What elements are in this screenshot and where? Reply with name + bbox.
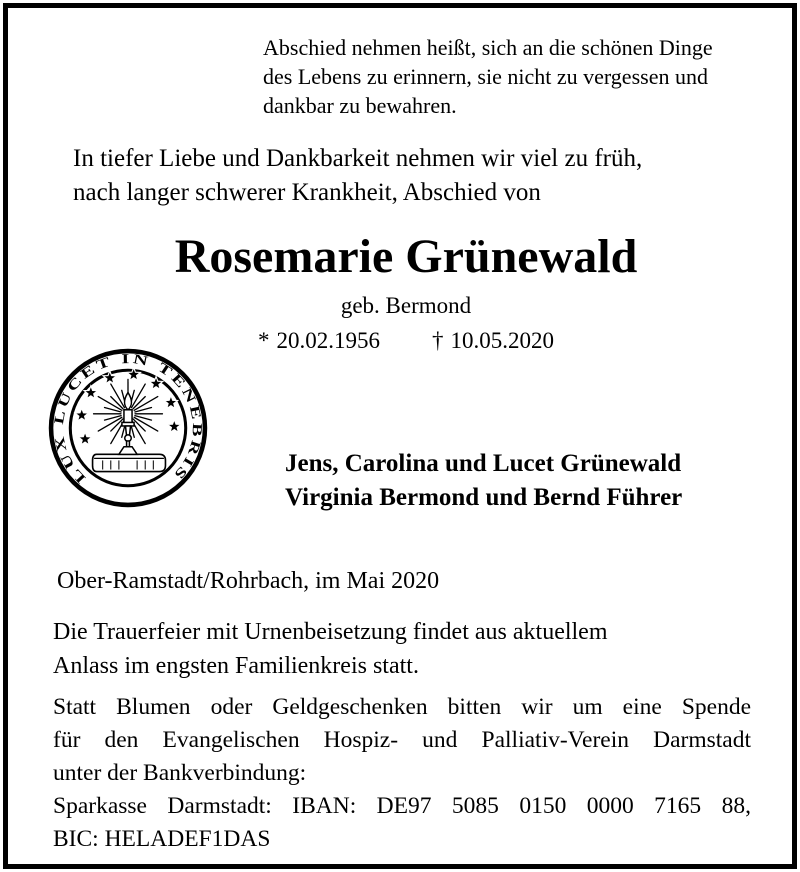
donation-info: [53, 691, 751, 856]
waldensian-crest-icon: [47, 347, 209, 509]
mourners-names: [285, 447, 682, 515]
quote-line: dankbar zu bewahren.: [263, 93, 457, 118]
donation-bic-line: BIC: HELADEF1DAS: [53, 826, 271, 852]
maiden-name: geb. Bermond: [340, 293, 472, 318]
intro-line: nach langer schwerer Krankheit, Abschied von: [73, 179, 541, 206]
crest-motto-text: LUX LUCET IN TENEBRIS: [50, 350, 206, 487]
death-cross-symbol: †: [432, 328, 444, 353]
quote-line: des Lebens zu erinnern, sie nicht zu vergessen und: [263, 64, 708, 89]
death-date-value: 10.05.2020: [450, 328, 554, 353]
donation-iban-line: Sparkasse Darmstadt: IBAN: DE97 5085 0150 0000 7165 88,: [53, 793, 751, 819]
quote-line: Abschied nehmen heißt, sich an die schönen Dinge: [263, 35, 713, 60]
donation-info-line: für den Evangelischen Hospiz- und Palliativ-Verein Darmstadt: [53, 727, 751, 753]
birth-date: [258, 328, 380, 353]
birth-date-value: 20.02.1956: [276, 328, 380, 353]
bible-book-icon: [93, 454, 166, 471]
funeral-info: [53, 615, 733, 683]
place-date-line: Ober-Ramstadt/Rohrbach, im Mai 2020: [57, 568, 440, 594]
funeral-info-line: Die Trauerfeier mit Urnenbeisetzung findet aus aktuellem: [53, 619, 608, 645]
mourner-line: Virginia Bermond und Bernd Führer: [285, 484, 683, 511]
donation-info-line: unter der Bankverbindung:: [53, 760, 307, 786]
intro-line: In tiefer Liebe und Dankbarkeit nehmen wir viel zu früh,: [73, 145, 643, 172]
birth-star-symbol: *: [258, 328, 270, 353]
memorial-quote: [263, 33, 713, 120]
mourner-line: Jens, Carolina und Lucet Grünewald: [285, 450, 682, 477]
donation-info-line: Statt Blumen oder Geldgeschenken bitten wir um eine Spende: [53, 694, 751, 720]
intro-text: [73, 142, 642, 210]
deceased-name: Rosemarie Grünewald: [174, 230, 638, 283]
funeral-info-line: Anlass im engsten Familienkreis statt.: [53, 653, 419, 679]
death-date: [432, 328, 554, 353]
